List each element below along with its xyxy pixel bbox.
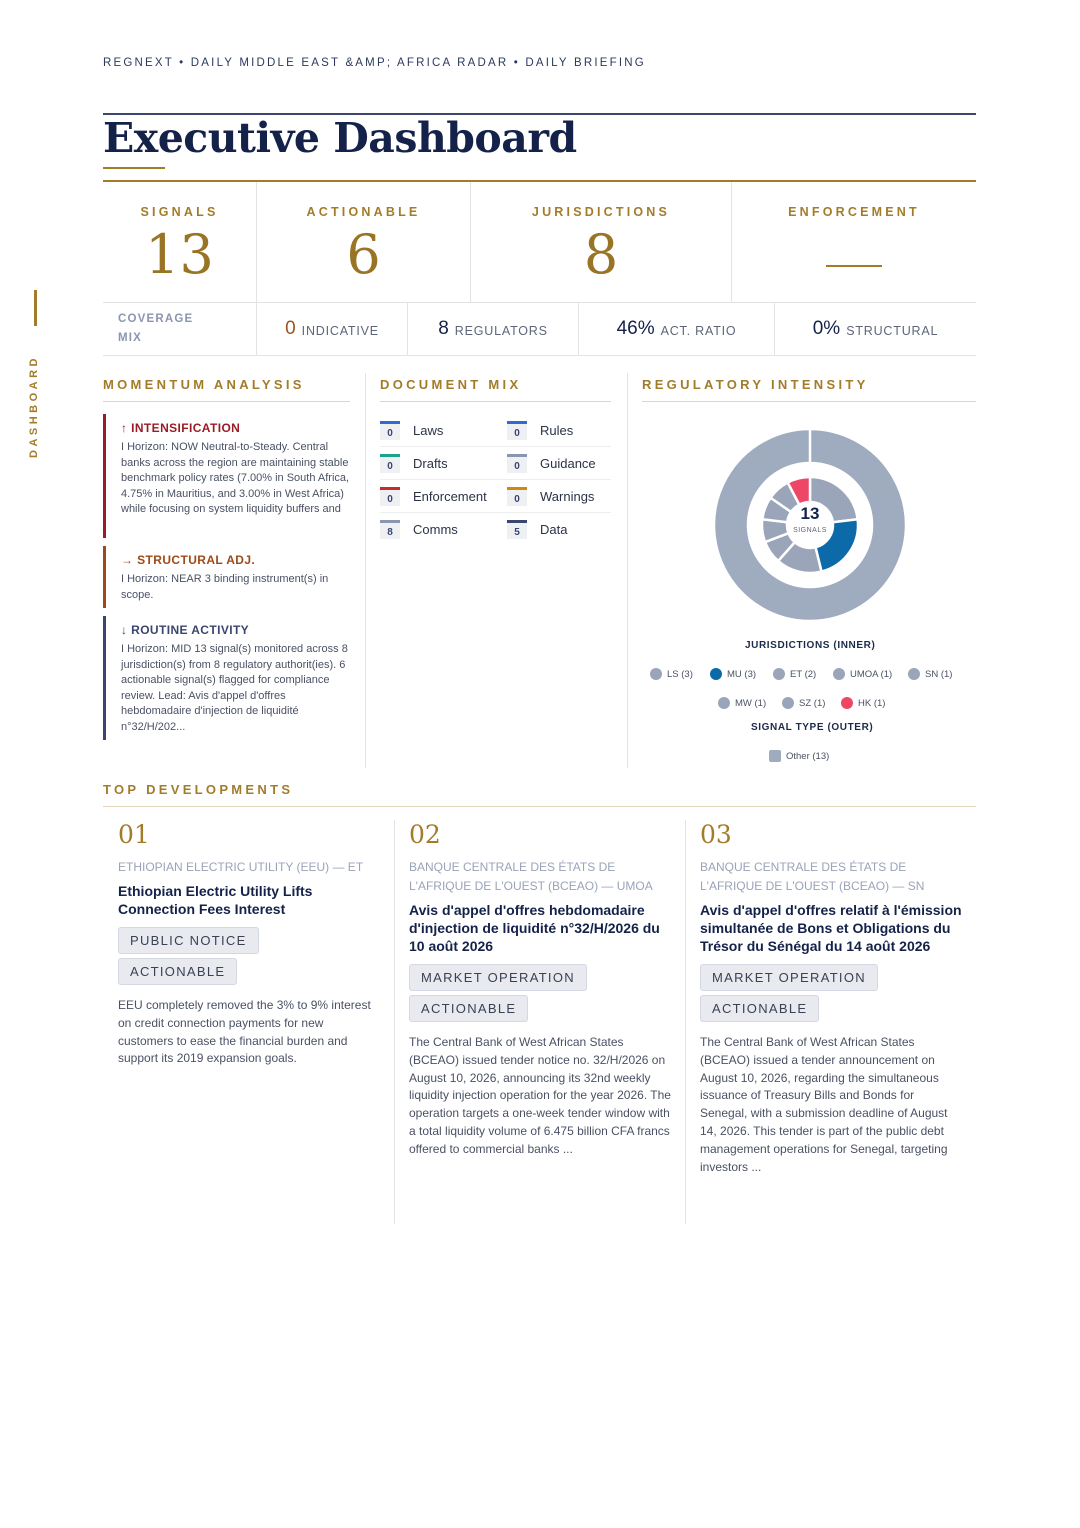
legend-label: SZ (1) — [799, 697, 826, 709]
doc-mix-item-data — [507, 513, 611, 545]
momentum-card-body: I Horizon: NOW Neutral-to-Steady. Central banks across the region are maintaining stable benchmark policy rates (7.00% in South Africa, 4.75% in Mauritius, and 3.00% in West Africa) while focusing on system liquidity buffers and — [121, 441, 350, 515]
kpi-label: JURISDICTIONS — [531, 205, 671, 219]
coverage-label: STRUCTURAL — [846, 323, 939, 338]
doc-mix-item-rules — [507, 415, 611, 447]
development-card-3 — [700, 820, 962, 1176]
doc-mix-item-laws — [380, 415, 507, 447]
development-tag: MARKET OPERATION — [700, 964, 878, 991]
doc-mix-item-comms — [380, 513, 507, 545]
development-body: The Central Bank of West African States (BCEAO) issued tender notice no. 32/H/2026 on August 10, 2026, announcing its 32nd weekly liquidity injection operation for the year 2026. The operation targets a one-week tender window with a total liquidity volume of 6.475 billion CFA francs offered to commercial banks ... — [409, 1035, 671, 1156]
coverage-value: 8 — [438, 318, 449, 339]
doc-count-badge: 0 — [507, 421, 527, 440]
doc-count-badge: 8 — [380, 520, 400, 539]
doc-count-badge: 5 — [507, 520, 527, 539]
momentum-card-title: ↓ ROUTINE ACTIVITY — [121, 623, 250, 637]
coverage-mix-label — [103, 303, 257, 355]
column-divider — [627, 373, 628, 768]
outer-legend-item — [769, 750, 829, 762]
coverage-value: 0% — [812, 318, 841, 339]
inner-legend-item — [908, 668, 952, 680]
legend-label: ET (2) — [790, 668, 817, 680]
momentum-card-body: I Horizon: MID 13 signal(s) monitored across 8 jurisdiction(s) from 8 regulatory authorit(ies). 6 actionable signal(s) flagged for compliance review. Lead: Avis d'appel d'offres hebdomadaire d'injection de liquidité n°32/H/202... — [121, 643, 348, 733]
legend-swatch — [718, 697, 730, 709]
kpi-empty-dash — [826, 265, 882, 267]
legend-swatch — [841, 697, 853, 709]
legend-swatch — [782, 697, 794, 709]
donut-outer-slice — [714, 429, 906, 621]
kpi-signals — [103, 182, 257, 302]
doc-mix-item-enforcement — [380, 481, 507, 513]
column-divider — [394, 820, 395, 1224]
development-title: Ethiopian Electric Utility Lifts Connection Fees Interest — [118, 883, 313, 917]
development-title: Avis d'appel d'offres hebdomadaire d'injection de liquidité n°32/H/2026 du 10 août 2026 — [409, 902, 660, 954]
legend-label: MW (1) — [735, 697, 767, 709]
development-source: BANQUE CENTRALE DES ÉTATS DE L'AFRIQUE DE L'OUEST (BCEAO) — SN — [700, 860, 925, 893]
coverage-label: INDICATIVE — [301, 323, 379, 338]
development-card-2 — [409, 820, 671, 1159]
doc-count-badge: 0 — [380, 421, 400, 440]
title-underline — [103, 167, 165, 169]
side-section-label: DASHBOARD — [28, 355, 40, 459]
legend-label: Other (13) — [786, 750, 830, 762]
doc-label: Comms — [413, 521, 458, 537]
doc-label: Rules — [540, 423, 574, 438]
coverage-label: ACT. RATIO — [660, 323, 737, 338]
development-body: EEU completely removed the 3% to 9% interest on credit connection payments for new customers to ease the financial burden and support its 2019 expansion goals. — [118, 998, 371, 1066]
development-title: Avis d'appel d'offres relatif à l'émission simultanée de Bons et Obligations du Trésor du Sénégal du 14 août 2026 — [700, 902, 962, 954]
side-accent-bar — [34, 290, 37, 326]
breadcrumb: REGNEXT • DAILY MIDDLE EAST &AMP; AFRICA RADAR • DAILY BRIEFING — [103, 57, 646, 69]
kpi-actionable — [257, 182, 471, 302]
legend-swatch — [773, 668, 785, 680]
development-number: 01 — [118, 820, 150, 849]
doc-count-badge: 0 — [507, 454, 527, 473]
coverage-value: 46% — [616, 318, 655, 339]
development-card-1 — [118, 820, 380, 1068]
coverage-regulators — [408, 303, 579, 355]
donut-center-label: SIGNALS — [793, 527, 827, 534]
coverage-indicative — [257, 303, 408, 355]
doc-count-badge: 0 — [507, 487, 527, 506]
development-number: 03 — [700, 820, 732, 849]
donut-center-value: 13 — [800, 504, 820, 523]
legend-swatch — [650, 668, 662, 680]
doc-count-badge: 0 — [380, 487, 400, 506]
coverage-structural — [775, 303, 976, 355]
document-mix-heading: DOCUMENT MIX — [380, 377, 611, 402]
inner-legend-item — [718, 697, 766, 709]
doc-label: Warnings — [540, 489, 595, 504]
kpi-enforcement — [732, 182, 976, 302]
momentum-card-title: ↑ INTENSIFICATION — [121, 421, 241, 435]
inner-legend-item — [650, 668, 693, 680]
coverage-label: REGULATORS — [454, 323, 548, 338]
legend-swatch — [769, 750, 781, 762]
legend-label: HK (1) — [858, 697, 886, 709]
kpi-label: ENFORCEMENT — [788, 205, 920, 219]
legend-swatch — [710, 668, 722, 680]
doc-mix-item-drafts — [380, 448, 507, 480]
inner-legend-title: JURISDICTIONS (INNER) — [745, 640, 876, 651]
legend-label: SN (1) — [925, 668, 953, 680]
development-tag: ACTIONABLE — [118, 958, 237, 985]
legend-label: MU (3) — [727, 668, 757, 680]
kpi-label: ACTIONABLE — [306, 205, 421, 219]
coverage-act-ratio — [579, 303, 775, 355]
doc-label: Enforcement — [413, 489, 487, 504]
doc-label: Laws — [413, 423, 444, 438]
coverage-mix-label-text: COVERAGE MIX — [118, 313, 194, 344]
doc-label: Guidance — [540, 456, 596, 471]
development-tag: PUBLIC NOTICE — [118, 927, 259, 954]
development-source: ETHIOPIAN ELECTRIC UTILITY (EEU) — ET — [118, 860, 364, 874]
kpi-value: 6 — [346, 223, 381, 286]
doc-mix-item-guidance — [507, 448, 611, 480]
outer-legend-title: SIGNAL TYPE (OUTER) — [751, 722, 874, 733]
development-body: The Central Bank of West African States (BCEAO) issued a tender announcement on August 10, 2026, regarding the simultaneous issuance of Treasury Bills and Bonds for Senegal, with a submission deadline of August 14, 2026. This tender is part of the public debt management operations for Senegal, targeting investors ... — [700, 1035, 948, 1174]
column-divider — [685, 820, 686, 1224]
doc-count-badge: 0 — [380, 454, 400, 473]
momentum-card-intensification — [103, 414, 351, 538]
momentum-card-body: I Horizon: NEAR 3 binding instrument(s) in scope. — [121, 573, 329, 601]
legend-swatch — [908, 668, 920, 680]
top-developments-heading: TOP DEVELOPMENTS — [103, 782, 976, 807]
legend-swatch — [833, 668, 845, 680]
coverage-mix-row — [103, 302, 976, 356]
development-source: BANQUE CENTRALE DES ÉTATS DE L'AFRIQUE DE L'OUEST (BCEAO) — UMOA — [409, 860, 653, 893]
kpi-value: 13 — [145, 223, 214, 286]
development-number: 02 — [409, 820, 441, 849]
coverage-value: 0 — [285, 318, 296, 339]
development-tag: ACTIONABLE — [409, 995, 528, 1022]
inner-legend-item — [710, 668, 756, 680]
inner-legend-item — [841, 697, 885, 709]
legend-label: UMOA (1) — [850, 668, 893, 680]
doc-mix-item-warnings — [507, 481, 611, 513]
kpi-row — [103, 182, 976, 302]
momentum-heading: MOMENTUM ANALYSIS — [103, 377, 350, 402]
intensity-donut-chart — [705, 420, 915, 630]
kpi-value: 8 — [583, 223, 619, 286]
doc-label: Drafts — [413, 456, 448, 471]
development-tag: ACTIONABLE — [700, 995, 819, 1022]
momentum-card-structural — [103, 546, 351, 608]
legend-label: LS (3) — [667, 668, 693, 680]
kpi-label: SIGNALS — [140, 205, 219, 219]
inner-legend-item — [782, 697, 825, 709]
inner-legend-item — [833, 668, 892, 680]
intensity-heading: REGULATORY INTENSITY — [642, 377, 976, 402]
momentum-card-title: → STRUCTURAL ADJ. — [121, 553, 256, 567]
doc-label: Data — [540, 521, 568, 537]
momentum-card-routine — [103, 616, 351, 740]
page-title: Executive Dashboard — [103, 114, 577, 162]
development-tag: MARKET OPERATION — [409, 964, 587, 991]
column-divider — [365, 373, 366, 768]
kpi-jurisdictions — [471, 182, 732, 302]
inner-legend-item — [773, 668, 816, 680]
